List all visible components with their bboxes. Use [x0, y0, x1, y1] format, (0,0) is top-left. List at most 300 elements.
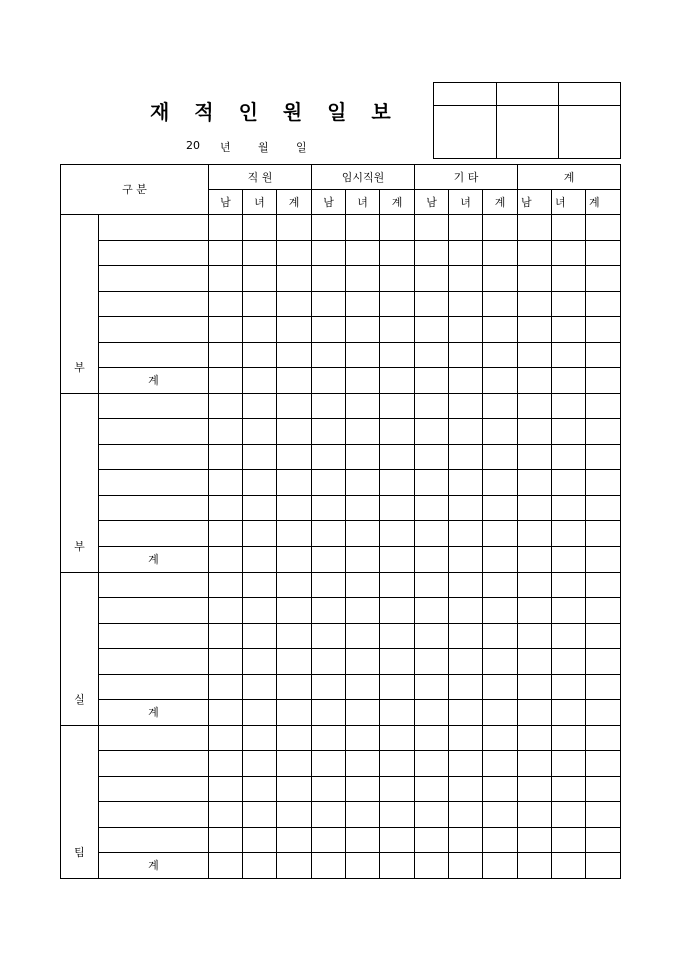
count-cell[interactable]	[415, 725, 449, 751]
count-cell[interactable]	[415, 317, 449, 343]
unit-name-cell[interactable]	[99, 215, 209, 241]
count-cell[interactable]	[346, 572, 380, 598]
count-cell[interactable]	[449, 291, 483, 317]
count-cell[interactable]	[209, 700, 243, 726]
count-cell[interactable]	[346, 751, 380, 777]
count-cell[interactable]	[586, 444, 621, 470]
count-cell[interactable]	[243, 751, 277, 777]
unit-name-cell[interactable]	[99, 649, 209, 675]
count-cell[interactable]	[552, 725, 586, 751]
count-cell[interactable]	[518, 393, 552, 419]
count-cell[interactable]	[312, 419, 346, 445]
count-cell[interactable]	[277, 700, 312, 726]
count-cell[interactable]	[312, 521, 346, 547]
count-cell[interactable]	[380, 521, 415, 547]
count-cell[interactable]	[552, 393, 586, 419]
count-cell[interactable]	[415, 215, 449, 241]
count-cell[interactable]	[312, 776, 346, 802]
count-cell[interactable]	[312, 700, 346, 726]
unit-name-cell[interactable]	[99, 291, 209, 317]
count-cell[interactable]	[209, 853, 243, 879]
count-cell[interactable]	[209, 317, 243, 343]
count-cell[interactable]	[552, 751, 586, 777]
count-cell[interactable]	[346, 444, 380, 470]
count-cell[interactable]	[346, 266, 380, 292]
count-cell[interactable]	[518, 751, 552, 777]
count-cell[interactable]	[586, 419, 621, 445]
count-cell[interactable]	[552, 623, 586, 649]
count-cell[interactable]	[277, 495, 312, 521]
count-cell[interactable]	[483, 751, 518, 777]
count-cell[interactable]	[586, 776, 621, 802]
count-cell[interactable]	[346, 776, 380, 802]
count-cell[interactable]	[277, 598, 312, 624]
count-cell[interactable]	[380, 444, 415, 470]
count-cell[interactable]	[415, 444, 449, 470]
count-cell[interactable]	[586, 215, 621, 241]
count-cell[interactable]	[277, 674, 312, 700]
count-cell[interactable]	[209, 572, 243, 598]
count-cell[interactable]	[209, 419, 243, 445]
count-cell[interactable]	[312, 649, 346, 675]
count-cell[interactable]	[209, 266, 243, 292]
count-cell[interactable]	[277, 827, 312, 853]
count-cell[interactable]	[380, 725, 415, 751]
count-cell[interactable]	[586, 546, 621, 572]
unit-name-cell[interactable]	[99, 393, 209, 419]
count-cell[interactable]	[518, 317, 552, 343]
approval-sign-cell[interactable]	[559, 106, 621, 159]
count-cell[interactable]	[415, 802, 449, 828]
count-cell[interactable]	[518, 470, 552, 496]
approval-sign-cell[interactable]	[497, 106, 559, 159]
unit-name-cell[interactable]	[99, 495, 209, 521]
count-cell[interactable]	[586, 393, 621, 419]
count-cell[interactable]	[586, 623, 621, 649]
count-cell[interactable]	[483, 598, 518, 624]
count-cell[interactable]	[483, 470, 518, 496]
count-cell[interactable]	[483, 623, 518, 649]
count-cell[interactable]	[380, 495, 415, 521]
count-cell[interactable]	[346, 521, 380, 547]
count-cell[interactable]	[380, 546, 415, 572]
count-cell[interactable]	[518, 266, 552, 292]
count-cell[interactable]	[380, 240, 415, 266]
count-cell[interactable]	[449, 802, 483, 828]
count-cell[interactable]	[449, 649, 483, 675]
count-cell[interactable]	[380, 419, 415, 445]
count-cell[interactable]	[483, 649, 518, 675]
count-cell[interactable]	[449, 470, 483, 496]
count-cell[interactable]	[243, 623, 277, 649]
count-cell[interactable]	[277, 419, 312, 445]
count-cell[interactable]	[415, 776, 449, 802]
count-cell[interactable]	[449, 240, 483, 266]
count-cell[interactable]	[346, 598, 380, 624]
count-cell[interactable]	[518, 368, 552, 394]
unit-name-cell[interactable]	[99, 317, 209, 343]
count-cell[interactable]	[518, 419, 552, 445]
count-cell[interactable]	[209, 674, 243, 700]
count-cell[interactable]	[518, 572, 552, 598]
count-cell[interactable]	[243, 342, 277, 368]
count-cell[interactable]	[346, 291, 380, 317]
unit-name-cell[interactable]	[99, 725, 209, 751]
count-cell[interactable]	[277, 342, 312, 368]
count-cell[interactable]	[518, 521, 552, 547]
count-cell[interactable]	[380, 623, 415, 649]
unit-name-cell[interactable]	[99, 419, 209, 445]
count-cell[interactable]	[312, 444, 346, 470]
count-cell[interactable]	[586, 342, 621, 368]
count-cell[interactable]	[586, 495, 621, 521]
count-cell[interactable]	[518, 700, 552, 726]
count-cell[interactable]	[483, 444, 518, 470]
count-cell[interactable]	[312, 342, 346, 368]
count-cell[interactable]	[209, 521, 243, 547]
count-cell[interactable]	[483, 725, 518, 751]
count-cell[interactable]	[312, 266, 346, 292]
count-cell[interactable]	[518, 649, 552, 675]
count-cell[interactable]	[415, 368, 449, 394]
count-cell[interactable]	[209, 649, 243, 675]
count-cell[interactable]	[552, 649, 586, 675]
count-cell[interactable]	[552, 291, 586, 317]
count-cell[interactable]	[277, 444, 312, 470]
count-cell[interactable]	[449, 317, 483, 343]
unit-name-cell[interactable]	[99, 827, 209, 853]
count-cell[interactable]	[483, 215, 518, 241]
count-cell[interactable]	[415, 853, 449, 879]
count-cell[interactable]	[483, 368, 518, 394]
count-cell[interactable]	[380, 266, 415, 292]
count-cell[interactable]	[449, 444, 483, 470]
count-cell[interactable]	[277, 623, 312, 649]
count-cell[interactable]	[415, 419, 449, 445]
count-cell[interactable]	[380, 368, 415, 394]
count-cell[interactable]	[243, 572, 277, 598]
count-cell[interactable]	[243, 521, 277, 547]
count-cell[interactable]	[415, 266, 449, 292]
count-cell[interactable]	[518, 598, 552, 624]
count-cell[interactable]	[312, 725, 346, 751]
count-cell[interactable]	[243, 649, 277, 675]
count-cell[interactable]	[552, 546, 586, 572]
count-cell[interactable]	[209, 802, 243, 828]
count-cell[interactable]	[243, 827, 277, 853]
count-cell[interactable]	[518, 444, 552, 470]
count-cell[interactable]	[243, 853, 277, 879]
count-cell[interactable]	[277, 725, 312, 751]
count-cell[interactable]	[415, 546, 449, 572]
count-cell[interactable]	[552, 802, 586, 828]
count-cell[interactable]	[586, 572, 621, 598]
count-cell[interactable]	[552, 215, 586, 241]
count-cell[interactable]	[518, 853, 552, 879]
count-cell[interactable]	[483, 266, 518, 292]
count-cell[interactable]	[552, 470, 586, 496]
count-cell[interactable]	[312, 240, 346, 266]
count-cell[interactable]	[312, 751, 346, 777]
count-cell[interactable]	[483, 827, 518, 853]
count-cell[interactable]	[449, 342, 483, 368]
count-cell[interactable]	[449, 751, 483, 777]
count-cell[interactable]	[518, 776, 552, 802]
count-cell[interactable]	[209, 342, 243, 368]
count-cell[interactable]	[449, 368, 483, 394]
count-cell[interactable]	[312, 598, 346, 624]
count-cell[interactable]	[552, 521, 586, 547]
unit-name-cell[interactable]	[99, 470, 209, 496]
count-cell[interactable]	[380, 674, 415, 700]
count-cell[interactable]	[243, 674, 277, 700]
count-cell[interactable]	[277, 317, 312, 343]
count-cell[interactable]	[380, 317, 415, 343]
unit-name-cell[interactable]	[99, 751, 209, 777]
count-cell[interactable]	[209, 776, 243, 802]
count-cell[interactable]	[483, 419, 518, 445]
count-cell[interactable]	[415, 240, 449, 266]
count-cell[interactable]	[209, 215, 243, 241]
count-cell[interactable]	[277, 802, 312, 828]
count-cell[interactable]	[346, 725, 380, 751]
count-cell[interactable]	[209, 495, 243, 521]
count-cell[interactable]	[586, 853, 621, 879]
unit-name-cell[interactable]	[99, 623, 209, 649]
count-cell[interactable]	[483, 700, 518, 726]
count-cell[interactable]	[346, 470, 380, 496]
count-cell[interactable]	[209, 444, 243, 470]
count-cell[interactable]	[449, 674, 483, 700]
count-cell[interactable]	[586, 751, 621, 777]
count-cell[interactable]	[449, 827, 483, 853]
count-cell[interactable]	[518, 674, 552, 700]
count-cell[interactable]	[415, 623, 449, 649]
count-cell[interactable]	[586, 802, 621, 828]
count-cell[interactable]	[518, 291, 552, 317]
count-cell[interactable]	[312, 546, 346, 572]
count-cell[interactable]	[243, 700, 277, 726]
count-cell[interactable]	[449, 419, 483, 445]
count-cell[interactable]	[415, 649, 449, 675]
count-cell[interactable]	[483, 317, 518, 343]
count-cell[interactable]	[586, 700, 621, 726]
count-cell[interactable]	[346, 827, 380, 853]
count-cell[interactable]	[312, 674, 346, 700]
count-cell[interactable]	[518, 240, 552, 266]
count-cell[interactable]	[552, 495, 586, 521]
count-cell[interactable]	[449, 700, 483, 726]
count-cell[interactable]	[243, 776, 277, 802]
count-cell[interactable]	[346, 419, 380, 445]
count-cell[interactable]	[449, 623, 483, 649]
count-cell[interactable]	[312, 802, 346, 828]
count-cell[interactable]	[415, 291, 449, 317]
count-cell[interactable]	[312, 215, 346, 241]
count-cell[interactable]	[483, 342, 518, 368]
count-cell[interactable]	[518, 495, 552, 521]
count-cell[interactable]	[586, 240, 621, 266]
count-cell[interactable]	[346, 317, 380, 343]
count-cell[interactable]	[380, 470, 415, 496]
count-cell[interactable]	[586, 674, 621, 700]
count-cell[interactable]	[483, 802, 518, 828]
count-cell[interactable]	[380, 649, 415, 675]
count-cell[interactable]	[586, 317, 621, 343]
count-cell[interactable]	[209, 827, 243, 853]
count-cell[interactable]	[586, 521, 621, 547]
unit-name-cell[interactable]	[99, 802, 209, 828]
count-cell[interactable]	[483, 776, 518, 802]
count-cell[interactable]	[518, 725, 552, 751]
approval-sign-cell[interactable]	[434, 106, 497, 159]
count-cell[interactable]	[380, 572, 415, 598]
count-cell[interactable]	[380, 393, 415, 419]
count-cell[interactable]	[346, 649, 380, 675]
count-cell[interactable]	[380, 342, 415, 368]
count-cell[interactable]	[449, 215, 483, 241]
count-cell[interactable]	[483, 240, 518, 266]
count-cell[interactable]	[277, 240, 312, 266]
count-cell[interactable]	[380, 802, 415, 828]
count-cell[interactable]	[209, 393, 243, 419]
count-cell[interactable]	[380, 598, 415, 624]
count-cell[interactable]	[243, 444, 277, 470]
count-cell[interactable]	[277, 751, 312, 777]
count-cell[interactable]	[277, 649, 312, 675]
count-cell[interactable]	[449, 393, 483, 419]
count-cell[interactable]	[312, 317, 346, 343]
unit-name-cell[interactable]	[99, 572, 209, 598]
count-cell[interactable]	[380, 215, 415, 241]
count-cell[interactable]	[277, 266, 312, 292]
count-cell[interactable]	[243, 802, 277, 828]
count-cell[interactable]	[449, 546, 483, 572]
count-cell[interactable]	[346, 674, 380, 700]
count-cell[interactable]	[312, 470, 346, 496]
count-cell[interactable]	[209, 368, 243, 394]
count-cell[interactable]	[483, 853, 518, 879]
unit-name-cell[interactable]	[99, 240, 209, 266]
count-cell[interactable]	[243, 419, 277, 445]
count-cell[interactable]	[552, 598, 586, 624]
unit-name-cell[interactable]	[99, 674, 209, 700]
count-cell[interactable]	[346, 700, 380, 726]
count-cell[interactable]	[518, 827, 552, 853]
count-cell[interactable]	[243, 598, 277, 624]
count-cell[interactable]	[277, 470, 312, 496]
count-cell[interactable]	[346, 240, 380, 266]
count-cell[interactable]	[209, 240, 243, 266]
count-cell[interactable]	[380, 291, 415, 317]
count-cell[interactable]	[483, 291, 518, 317]
count-cell[interactable]	[552, 827, 586, 853]
count-cell[interactable]	[380, 853, 415, 879]
count-cell[interactable]	[380, 751, 415, 777]
count-cell[interactable]	[346, 342, 380, 368]
count-cell[interactable]	[552, 700, 586, 726]
count-cell[interactable]	[483, 521, 518, 547]
count-cell[interactable]	[483, 495, 518, 521]
count-cell[interactable]	[346, 393, 380, 419]
count-cell[interactable]	[243, 215, 277, 241]
count-cell[interactable]	[483, 393, 518, 419]
count-cell[interactable]	[312, 853, 346, 879]
count-cell[interactable]	[209, 725, 243, 751]
count-cell[interactable]	[312, 827, 346, 853]
count-cell[interactable]	[552, 317, 586, 343]
count-cell[interactable]	[415, 598, 449, 624]
count-cell[interactable]	[449, 266, 483, 292]
count-cell[interactable]	[552, 266, 586, 292]
count-cell[interactable]	[277, 546, 312, 572]
count-cell[interactable]	[346, 495, 380, 521]
count-cell[interactable]	[449, 853, 483, 879]
count-cell[interactable]	[518, 623, 552, 649]
count-cell[interactable]	[243, 495, 277, 521]
count-cell[interactable]	[449, 495, 483, 521]
count-cell[interactable]	[209, 751, 243, 777]
count-cell[interactable]	[312, 495, 346, 521]
count-cell[interactable]	[380, 700, 415, 726]
count-cell[interactable]	[483, 546, 518, 572]
count-cell[interactable]	[415, 751, 449, 777]
count-cell[interactable]	[552, 572, 586, 598]
count-cell[interactable]	[449, 572, 483, 598]
count-cell[interactable]	[415, 342, 449, 368]
count-cell[interactable]	[312, 623, 346, 649]
count-cell[interactable]	[312, 291, 346, 317]
count-cell[interactable]	[483, 674, 518, 700]
unit-name-cell[interactable]	[99, 342, 209, 368]
count-cell[interactable]	[449, 521, 483, 547]
count-cell[interactable]	[243, 266, 277, 292]
count-cell[interactable]	[243, 368, 277, 394]
count-cell[interactable]	[552, 853, 586, 879]
count-cell[interactable]	[415, 393, 449, 419]
count-cell[interactable]	[518, 802, 552, 828]
count-cell[interactable]	[346, 853, 380, 879]
count-cell[interactable]	[243, 546, 277, 572]
count-cell[interactable]	[312, 572, 346, 598]
count-cell[interactable]	[552, 368, 586, 394]
count-cell[interactable]	[243, 291, 277, 317]
count-cell[interactable]	[243, 470, 277, 496]
count-cell[interactable]	[243, 725, 277, 751]
count-cell[interactable]	[518, 342, 552, 368]
count-cell[interactable]	[518, 546, 552, 572]
count-cell[interactable]	[312, 393, 346, 419]
count-cell[interactable]	[449, 725, 483, 751]
count-cell[interactable]	[552, 444, 586, 470]
count-cell[interactable]	[346, 623, 380, 649]
count-cell[interactable]	[415, 700, 449, 726]
count-cell[interactable]	[346, 368, 380, 394]
count-cell[interactable]	[586, 368, 621, 394]
count-cell[interactable]	[552, 776, 586, 802]
count-cell[interactable]	[552, 342, 586, 368]
count-cell[interactable]	[518, 215, 552, 241]
count-cell[interactable]	[586, 266, 621, 292]
unit-name-cell[interactable]	[99, 776, 209, 802]
unit-name-cell[interactable]	[99, 266, 209, 292]
count-cell[interactable]	[346, 546, 380, 572]
count-cell[interactable]	[415, 827, 449, 853]
count-cell[interactable]	[277, 853, 312, 879]
count-cell[interactable]	[243, 393, 277, 419]
count-cell[interactable]	[586, 827, 621, 853]
count-cell[interactable]	[415, 521, 449, 547]
